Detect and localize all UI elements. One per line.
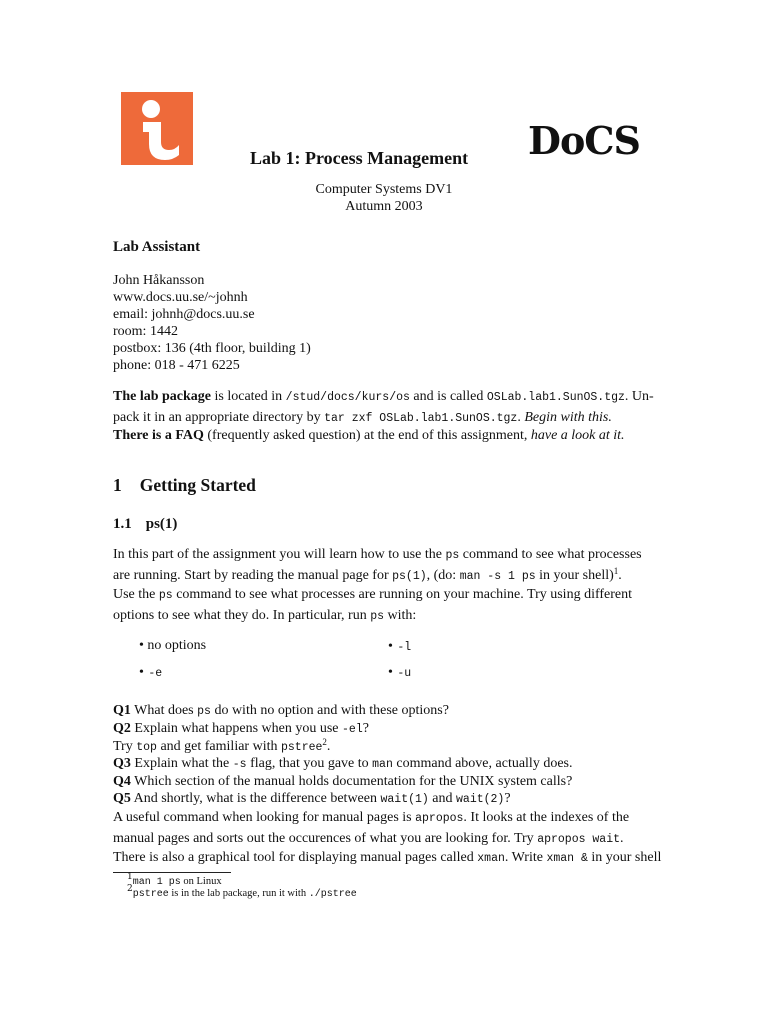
assistant-phone: phone: 018 - 471 6225 bbox=[113, 358, 240, 373]
try-top-line: Try top and get familiar with pstree$^2$. bbox=[113, 737, 331, 754]
assistant-room: room: 1442 bbox=[113, 324, 178, 339]
option-item: • -l bbox=[388, 639, 412, 654]
question-q5: Q5 And shortly, what is the difference between wait(1) and wait(2)? bbox=[113, 791, 511, 806]
footnote-2: $^2$pstree is in the lab package, run it with ./pstree bbox=[127, 884, 357, 900]
lab-package-paragraph: The lab package is located in /stud/docs/kurs/os and is called OSLab.lab1.SunOS.tgz. Un- pack it in an appropriate directory by tar zxf OSLab.lab1.SunOS.tgz. Begin with this. bbox=[113, 389, 654, 425]
it-logo bbox=[121, 92, 193, 165]
lab-assistant-heading: Lab Assistant bbox=[113, 239, 201, 255]
assistant-website: www.docs.uu.se/~johnh bbox=[113, 290, 248, 305]
course-term: Autumn 2003 bbox=[345, 199, 423, 214]
page-title: Lab 1: Process Management bbox=[250, 148, 469, 168]
question-q3: Q3 Explain what the -s flag, that you gave to man command above, actually does. bbox=[113, 756, 573, 771]
assistant-postbox: postbox: 136 (4th floor, building 1) bbox=[113, 341, 311, 356]
option-item: • -e bbox=[139, 665, 163, 680]
footnote-1: $^1$man 1 ps on Linux bbox=[127, 872, 222, 888]
ps-intro-paragraph: In this part of the assignment you will learn how to use the ps command to see what processes are running. Start by reading the manual page for ps(1), (do: man -s 1 ps in your shell)$^1$. bbox=[113, 547, 642, 583]
question-q2: Q2 Explain what happens when you use -el? bbox=[113, 721, 369, 736]
question-q1: Q1 What does ps do with no option and with these options? bbox=[113, 703, 449, 718]
assistant-contact bbox=[113, 272, 311, 374]
apropos-paragraph: A useful command when looking for manual pages is apropos. It looks at the indexes of the manual pages and sorts out the occurences of what you are looking for. Try apropos wait. bbox=[113, 810, 630, 846]
xman-paragraph: There is also a graphical tool for displaying manual pages called xman. Write xman & in your shell bbox=[113, 850, 662, 865]
questions-q3-q5 bbox=[113, 755, 572, 808]
ps-options-paragraph: Use the ps command to see what processes are running on your machine. Try using different options to see what they do. In particular, run ps with: bbox=[113, 587, 633, 623]
assistant-name: John Håkansson bbox=[113, 273, 205, 288]
docs-logo: DoCS bbox=[528, 118, 640, 163]
option-item: • no options bbox=[139, 638, 207, 653]
it-logo-mark bbox=[121, 92, 193, 165]
option-item: • -u bbox=[388, 665, 412, 680]
faq-note: There is a FAQ (frequently asked question) at the end of this assignment, have a look at it. bbox=[113, 428, 625, 443]
section-1-1-heading: 1.1 ps(1) bbox=[113, 516, 178, 532]
assistant-email: email: johnh@docs.uu.se bbox=[113, 307, 255, 322]
question-q4: Q4 Which section of the manual holds documentation for the UNIX system calls? bbox=[113, 774, 573, 789]
questions-q1-q2 bbox=[113, 702, 449, 756]
section-1-heading: 1 Getting Started bbox=[113, 475, 256, 495]
course-name: Computer Systems DV1 bbox=[315, 182, 453, 197]
